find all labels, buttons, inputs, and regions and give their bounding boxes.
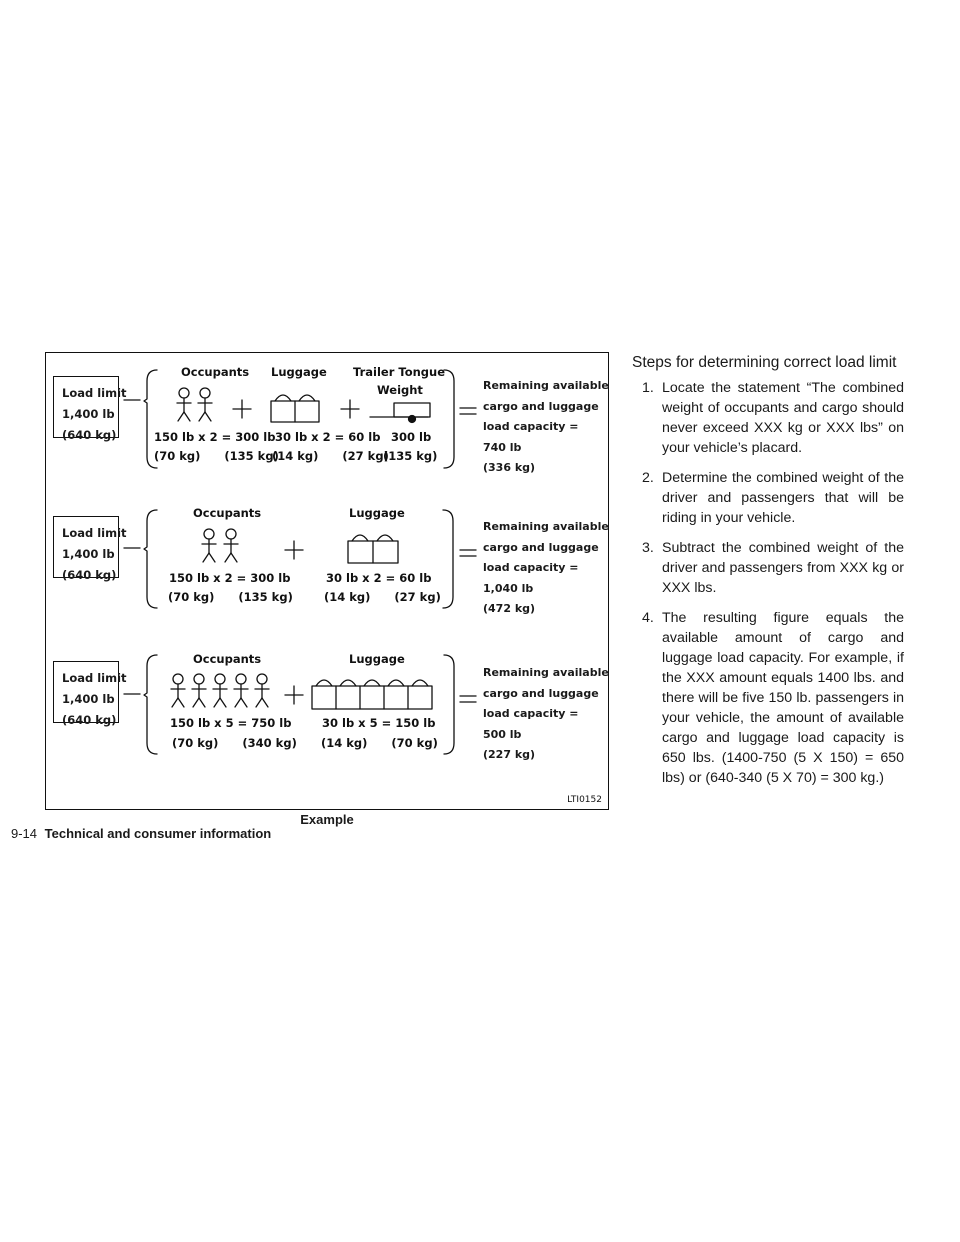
result-line: Remaining available [483,379,609,392]
plus-sign [233,400,251,418]
occupants-kg: (70 kg) (135 kg) [154,449,279,463]
luggage-kg: (14 kg) (27 kg) [272,449,389,463]
occupants-calc: 150 lb x 2 = 300 lb [169,571,291,585]
equals-sign [460,696,476,702]
step-text: The resulting figure equals the available amount of cargo and luggage load capacity. For example, if the XXX amount equals 1400 lbs. and there will be five 150 lb. passengers in your vehicle, the amount of available cargo and luggage load capacity is 650 lbs. (1400-750 (5 X 150) = 650 lbs) or (640-340 (5 X 70) = 300 kg.) [662,610,904,786]
step-text: Locate the statement “The combined weight of occupants and cargo should never exceed XXX kg or XXX lbs” on your vehicle’s placard. [662,380,904,456]
luggage-label: Luggage [271,365,327,379]
step-number: 1. [642,380,654,396]
load-limit-box [53,516,127,582]
close-brace [444,370,454,468]
list-item [632,468,904,528]
load-limit-kg: (640 kg) [62,713,117,727]
person-icon [255,674,269,707]
load-limit-title: Load limit [62,671,127,685]
plus-sign [285,541,303,559]
occupants-label: Occupants [181,365,250,379]
result-line: cargo and luggage [483,399,599,413]
plus-sign [285,686,303,704]
load-limit-figure [45,352,609,810]
result-line: (227 kg) [483,748,536,761]
close-brace [443,510,453,608]
result-line: 740 lb [483,440,522,454]
load-limit-box [53,376,127,442]
luggage-calc: 30 lb x 2 = 60 lb [275,430,381,444]
occupants-label: Occupants [193,652,262,666]
occupants-kg: (70 kg) (340 kg) [172,736,297,750]
step-number: 3. [642,540,654,556]
result-line: 1,040 lb [483,581,534,595]
luggage-icon [348,535,398,563]
result-line: 500 lb [483,727,522,741]
equals-sign [460,550,476,556]
result-line: load capacity = [483,707,579,720]
luggage-calc: 30 lb x 2 = 60 lb [326,571,432,585]
person-icon [198,388,212,421]
remaining-capacity [483,663,609,766]
occupants-kg: (70 kg) (135 kg) [168,590,293,604]
plus-sign [341,400,359,418]
load-limit-box [53,661,127,727]
luggage-icon [271,395,319,422]
step-text: Subtract the combined weight of the driver and passengers from XXX kg or XXX lbs. [662,540,904,596]
close-brace [444,655,454,754]
load-limit-lb: 1,400 lb [62,547,115,561]
result-line: load capacity = [483,420,579,433]
luggage-kg: (14 kg) (27 kg) [324,590,441,604]
section-heading: Steps for determining correct load limit [632,354,897,371]
remaining-capacity [483,517,609,620]
step-number: 4. [642,610,654,626]
luggage-label: Luggage [349,506,405,520]
person-icon [213,674,227,707]
trailer-kg: (135 kg) [383,449,438,463]
step-number: 2. [642,470,654,486]
result-line: (472 kg) [483,602,536,615]
trailer-tongue-label: Trailer Tongue [353,365,445,379]
load-limit-kg: (640 kg) [62,568,117,582]
result-line: (336 kg) [483,461,536,474]
load-limit-lb: 1,400 lb [62,692,115,706]
list-item [632,608,904,788]
occupants-calc: 150 lb x 5 = 750 lb [170,716,292,730]
person-icon [192,674,206,707]
remaining-capacity [483,376,609,479]
result-line: cargo and luggage [483,686,599,700]
list-item [632,378,904,458]
person-icon [234,674,248,707]
luggage-calc: 30 lb x 5 = 150 lb [322,716,436,730]
result-line: Remaining available [483,520,609,533]
luggage-kg: (14 kg) (70 kg) [321,736,438,750]
trailer-calc: 300 lb [391,430,432,444]
occupants-calc: 150 lb x 2 = 300 lb [154,430,276,444]
result-line: Remaining available [483,666,609,679]
luggage-icon [312,680,432,709]
steps-list [632,378,904,788]
section-title: Technical and consumer information [44,826,272,841]
load-limit-title: Load limit [62,386,127,400]
occupants-label: Occupants [193,506,262,520]
person-icon [202,529,216,562]
page-number: 9-14 [11,826,38,841]
load-limit-title: Load limit [62,526,127,540]
trailer-icon [370,403,430,423]
trailer-weight-label: Weight [377,383,423,397]
result-line: load capacity = [483,561,579,574]
luggage-label: Luggage [349,652,405,666]
figure-id: LTI0152 [567,795,602,805]
result-line: cargo and luggage [483,540,599,554]
page-footer [11,826,271,841]
open-brace [144,510,157,608]
person-icon [177,388,191,421]
person-icon [171,674,185,707]
figure-caption: Example [300,812,354,827]
load-limit-lb: 1,400 lb [62,407,115,421]
equals-sign [460,408,476,414]
open-brace [144,655,157,754]
person-icon [224,529,238,562]
instructions-column [632,354,904,798]
load-limit-kg: (640 kg) [62,428,117,442]
list-item [632,538,904,598]
step-text: Determine the combined weight of the driver and passengers that will be riding in your vehicle. [662,470,904,526]
